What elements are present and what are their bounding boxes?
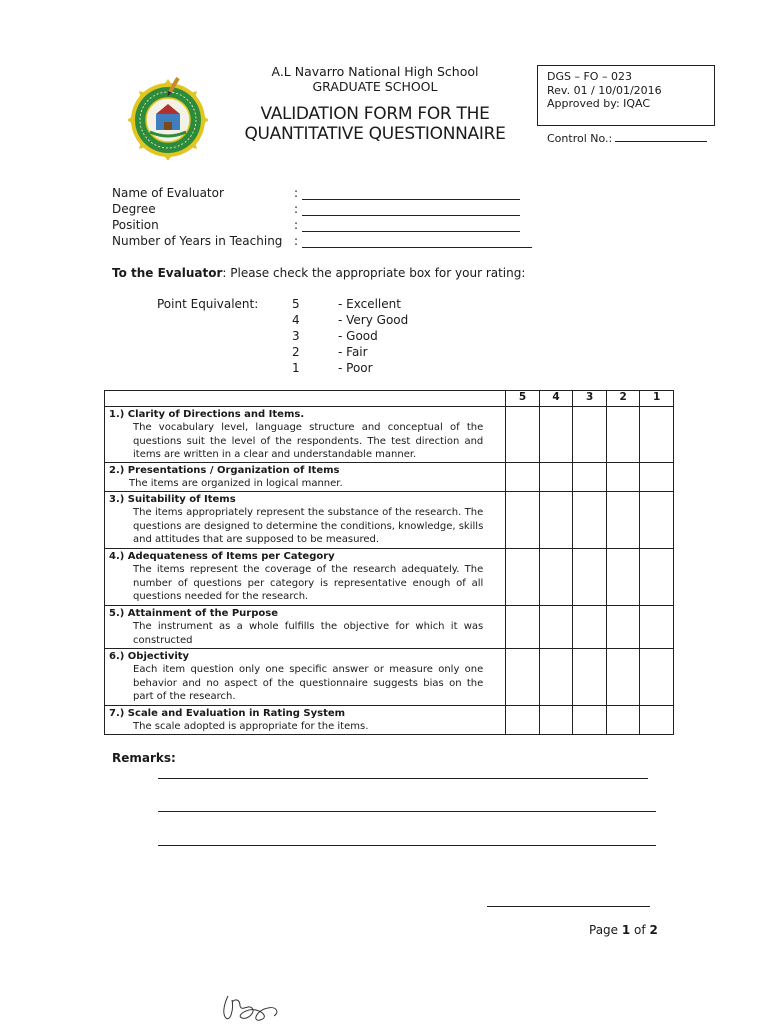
criterion-title: 5.) Attainment of the Purpose	[109, 607, 278, 619]
criterion-cell	[105, 491, 506, 548]
scale-desc: - Excellent	[338, 297, 401, 311]
score-header: 2	[606, 391, 640, 407]
instructions-text: : Please check the appropriate box for your rating:	[222, 266, 526, 280]
info-colon: :	[294, 218, 299, 232]
criterion-title: 1.) Clarity of Directions and Items.	[109, 409, 305, 420]
info-colon: :	[294, 234, 299, 248]
rating-cell-3[interactable]	[573, 407, 607, 463]
rating-cell-5[interactable]	[506, 407, 540, 463]
rating-cell-2[interactable]	[606, 463, 640, 492]
signature-line[interactable]	[487, 906, 650, 907]
name-field[interactable]	[302, 199, 520, 200]
rating-cell-1[interactable]	[640, 648, 674, 705]
criterion-description: Each item question only one specific answer or measure only one behavior and no aspect of the questionnaire suggests bias on the part of the research.	[133, 664, 484, 703]
school-header	[230, 64, 520, 94]
page-of: of	[630, 923, 650, 937]
scale-desc: - Very Good	[338, 313, 409, 327]
criterion-description: The scale adopted is appropriate for the items.	[133, 721, 369, 733]
rating-cell-3[interactable]	[573, 705, 607, 734]
criterion-cell	[105, 407, 506, 463]
score-header: 1	[640, 391, 674, 407]
score-header: 3	[573, 391, 607, 407]
criterion-description: The instrument as a whole fulfills the objective for which it was constructed	[133, 621, 484, 646]
rating-cell-5[interactable]	[506, 705, 540, 734]
control-label: Control No.:	[547, 132, 613, 145]
rating-cell-1[interactable]	[640, 548, 674, 605]
doc-approved: Approved by: IQAC	[547, 97, 651, 110]
form-title	[220, 104, 530, 144]
years-teaching-field[interactable]	[302, 247, 532, 248]
school-name: A.L Navarro National High School	[271, 64, 479, 79]
table-row	[105, 548, 674, 605]
score-header: 4	[539, 391, 573, 407]
instructions-lead: To the Evaluator	[112, 266, 223, 280]
page-total: 2	[649, 923, 658, 937]
info-label: Number of Years in Teaching	[112, 234, 283, 248]
rating-cell-1[interactable]	[640, 463, 674, 492]
criterion-cell	[105, 705, 506, 734]
info-label: Position	[112, 218, 159, 232]
rating-cell-1[interactable]	[640, 605, 674, 648]
criterion-cell	[105, 548, 506, 605]
scale-value: 5	[292, 297, 300, 311]
rating-cell-3[interactable]	[573, 648, 607, 705]
scale-value: 1	[292, 361, 300, 375]
criterion-cell	[105, 605, 506, 648]
score-header: 5	[506, 391, 540, 407]
table-row	[105, 491, 674, 548]
school-unit: GRADUATE SCHOOL	[312, 79, 438, 94]
remarks-line[interactable]	[158, 845, 656, 846]
title-line-1: VALIDATION FORM FOR THE	[260, 104, 490, 124]
school-seal-logo	[128, 70, 208, 160]
table-row	[105, 407, 674, 463]
handwritten-initials	[218, 990, 288, 1024]
rating-cell-4[interactable]	[539, 491, 573, 548]
table-row	[105, 463, 674, 492]
criterion-description: The items appropriately represent the substance of the research. The questions are designed to determine the conditions, knowledge, skills and attitudes that are supposed to be measured.	[133, 507, 484, 546]
rating-cell-2[interactable]	[606, 548, 640, 605]
criteria-header	[105, 391, 506, 407]
info-label: Name of Evaluator	[112, 186, 224, 200]
point-equivalent-label: Point Equivalent:	[157, 297, 259, 311]
info-colon: :	[294, 186, 299, 200]
criterion-cell	[105, 648, 506, 705]
rating-cell-2[interactable]	[606, 705, 640, 734]
control-number	[547, 131, 707, 145]
table-header-row	[105, 391, 674, 407]
control-number-field[interactable]	[615, 131, 707, 142]
scale-desc: - Good	[338, 329, 378, 343]
rating-cell-5[interactable]	[506, 548, 540, 605]
page-prefix: Page	[589, 923, 622, 937]
rating-cell-2[interactable]	[606, 491, 640, 548]
rating-cell-2[interactable]	[606, 605, 640, 648]
rating-cell-4[interactable]	[539, 463, 573, 492]
criterion-title: 7.) Scale and Evaluation in Rating System	[109, 707, 346, 719]
remarks-line[interactable]	[158, 811, 656, 812]
remarks-line[interactable]	[158, 778, 648, 779]
rating-cell-1[interactable]	[640, 491, 674, 548]
scale-value: 3	[292, 329, 300, 343]
criterion-title: 4.) Adequateness of Items per Category	[109, 550, 335, 562]
position-field[interactable]	[302, 231, 520, 232]
page-current: 1	[621, 923, 631, 937]
doc-revision: Rev. 01 / 10/01/2016	[547, 83, 662, 97]
rating-cell-5[interactable]	[506, 463, 540, 492]
criterion-description: The vocabulary level, language structure and conceptual of the questions suit the level of the respondents. The test direction and items are written in a clear and understandable manner.	[133, 422, 484, 461]
rating-cell-4[interactable]	[539, 548, 573, 605]
rating-cell-3[interactable]	[573, 605, 607, 648]
info-colon: :	[294, 202, 299, 216]
scale-desc: - Poor	[338, 361, 373, 375]
remarks-label: Remarks:	[112, 751, 176, 765]
scale-value: 4	[292, 313, 300, 327]
degree-field[interactable]	[302, 215, 520, 216]
rating-cell-1[interactable]	[640, 407, 674, 463]
scale-value: 2	[292, 345, 300, 359]
title-line-2: QUANTITATIVE QUESTIONNAIRE	[244, 124, 506, 144]
rating-cell-3[interactable]	[573, 463, 607, 492]
criterion-title: 6.) Objectivity	[109, 650, 190, 662]
rating-cell-3[interactable]	[573, 491, 607, 548]
doc-code: DGS – FO – 023	[547, 70, 632, 83]
rating-cell-2[interactable]	[606, 648, 640, 705]
info-label: Degree	[112, 202, 156, 216]
scale-desc: - Fair	[338, 345, 368, 359]
rating-cell-5[interactable]	[506, 491, 540, 548]
table-row	[105, 605, 674, 648]
rating-cell-5[interactable]	[506, 605, 540, 648]
criterion-title: 3.) Suitability of Items	[109, 493, 236, 505]
rating-cell-1[interactable]	[640, 705, 674, 734]
criterion-cell	[105, 463, 506, 492]
rating-cell-4[interactable]	[539, 648, 573, 705]
rating-table	[104, 390, 674, 735]
rating-cell-2[interactable]	[606, 407, 640, 463]
document-code-box	[537, 65, 715, 126]
criterion-title: 2.) Presentations / Organization of Items	[109, 465, 340, 476]
table-row	[105, 648, 674, 705]
page-number	[589, 923, 658, 937]
rating-cell-4[interactable]	[539, 705, 573, 734]
rating-cell-4[interactable]	[539, 605, 573, 648]
criterion-description: The items represent the coverage of the research adequately. The number of questions per category is representative enough of all questions needed for the research.	[133, 564, 484, 603]
rating-cell-5[interactable]	[506, 648, 540, 705]
table-row	[105, 705, 674, 734]
rating-cell-4[interactable]	[539, 407, 573, 463]
rating-cell-3[interactable]	[573, 548, 607, 605]
evaluator-instructions	[112, 266, 525, 280]
criterion-description: The items are organized in logical manner.	[129, 478, 343, 490]
